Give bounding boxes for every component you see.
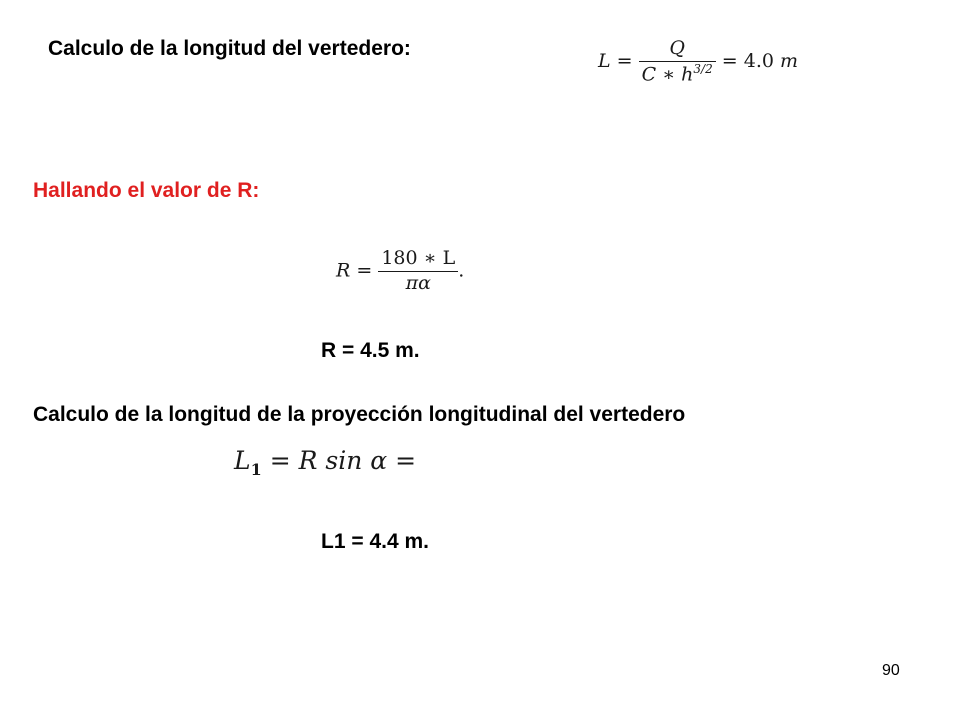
radius-formula bbox=[336, 248, 464, 295]
radius-formula-numerator: 180 ∗ L bbox=[381, 247, 456, 269]
projection-length-heading: Calculo de la longitud de la proyección longitudinal del vertedero bbox=[33, 403, 686, 426]
projection-formula bbox=[234, 448, 416, 478]
projection-formula-equals: = bbox=[269, 446, 291, 475]
radius-formula-period: . bbox=[458, 259, 465, 282]
radius-formula-fraction bbox=[378, 248, 458, 295]
radius-formula-equals: = bbox=[356, 259, 373, 282]
projection-formula-subscript: 1 bbox=[250, 460, 262, 479]
projection-formula-equals-2: = bbox=[395, 446, 417, 475]
formula-denominator bbox=[639, 63, 716, 86]
projection-result: L1 = 4.4 m. bbox=[321, 530, 429, 553]
formula-lhs: L bbox=[598, 50, 611, 72]
projection-formula-lhs: L bbox=[234, 446, 251, 475]
projection-formula-rhs: R sin α bbox=[298, 446, 388, 475]
formula-numerator: Q bbox=[669, 37, 685, 59]
formula-result-value: 4.0 bbox=[743, 50, 774, 72]
weir-length-heading: Calculo de la longitud del vertedero: bbox=[48, 37, 411, 60]
radius-result: R = 4.5 m. bbox=[321, 339, 420, 362]
formula-equals: = bbox=[616, 50, 633, 72]
find-r-heading: Hallando el valor de R: bbox=[33, 179, 260, 202]
formula-equals-2: = bbox=[721, 50, 738, 72]
denominator-base: C ∗ h bbox=[641, 63, 694, 86]
weir-length-formula bbox=[598, 38, 798, 86]
page-number: 90 bbox=[882, 662, 900, 679]
radius-formula-lhs: R bbox=[336, 259, 351, 282]
formula-fraction bbox=[639, 38, 716, 86]
formula-result-unit: m bbox=[780, 50, 799, 72]
radius-formula-denominator: πα bbox=[405, 271, 431, 294]
denominator-exponent: 3/2 bbox=[693, 61, 713, 76]
